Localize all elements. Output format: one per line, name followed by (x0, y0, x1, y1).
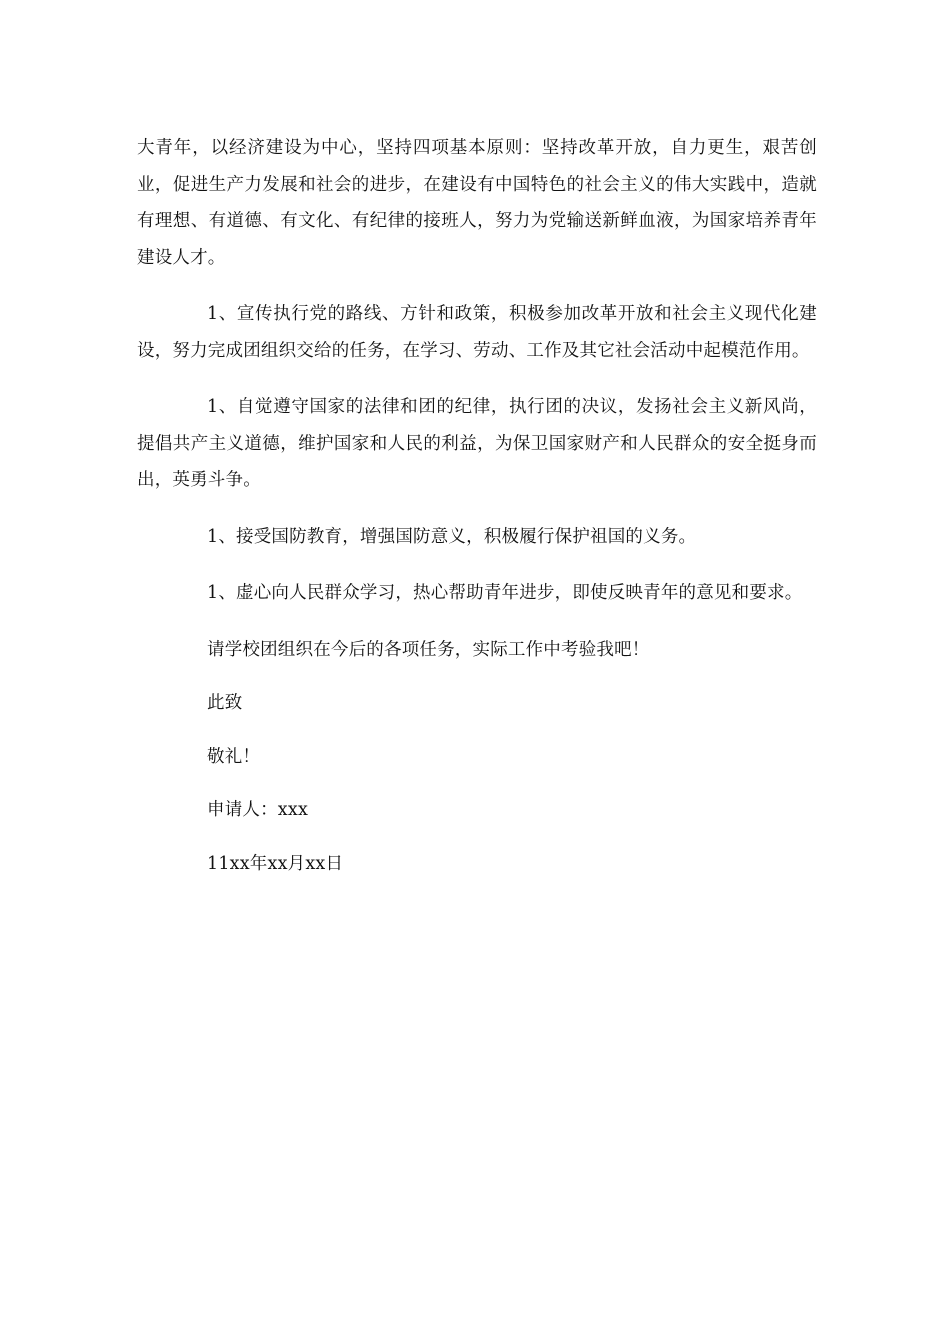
paragraph-duty-2: 1、自觉遵守国家的法律和团的纪律，执行团的决议，发扬社会主义新风尚，提倡共产主义道德，维护国家和人民的利益，为保卫国家财产和人民群众的安全挺身而出，英勇斗争。 (137, 397, 817, 490)
paragraph-request: 请学校团组织在今后的各项任务，实际工作中考验我吧！ (207, 639, 650, 660)
closing-regards: 敬礼！ (207, 746, 261, 767)
paragraph-duty-4: 1、虚心向人民群众学习，热心帮助青年进步，即使反映青年的意见和要求。 (207, 583, 803, 603)
paragraph-duty-1: 1、宣传执行党的路线、方针和政策，积极参加改革开放和社会主义现代化建设，努力完成团组织交给的任务，在学习、劳动、工作及其它社会活动中起模范作用。 (137, 304, 817, 361)
letter-date: 11xx年xx月xx日 (207, 853, 344, 874)
closing-salutation: 此致 (207, 693, 243, 713)
paragraph-intro: 大青年，以经济建设为中心，坚持四项基本原则：坚持改革开放，自力更生，艰苦创业，促进生产力发展和社会的进步，在建设有中国特色的社会主义的伟大实践中，造就有理想、有道德、有文化、有纪律的接班人，努力为党输送新鲜血液，为国家培养青年建设人才。 (137, 138, 817, 268)
letter-body (137, 130, 817, 899)
applicant-signature: 申请人：xxx (207, 800, 309, 820)
paragraph-duty-3: 1、接受国防教育，增强国防意义，积极履行保护祖国的义务。 (207, 526, 697, 547)
